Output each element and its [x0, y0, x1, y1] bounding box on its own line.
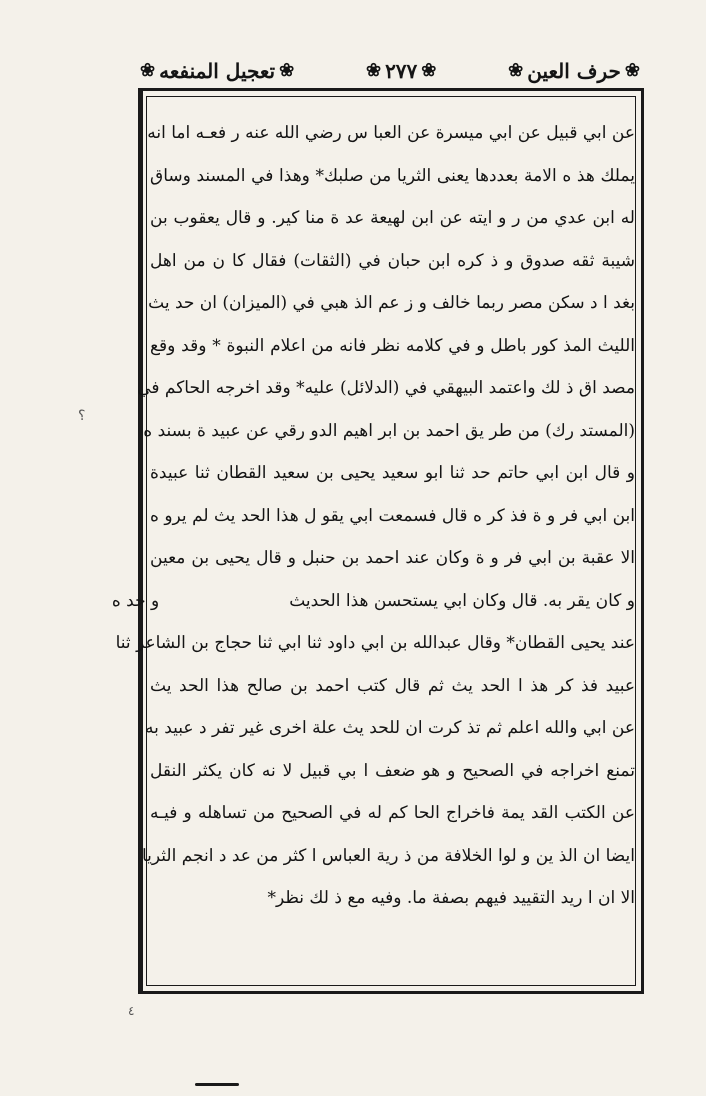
text-line: بغد ا د سكن مصر ربما خالف و ز عم الذ هبي في (الميزان) ان حد يث	[148, 293, 635, 313]
text-line: له ابن عدي من ر و ايته عن ابن لهيعة عد ة منا كير. و قال يعقوب بن	[150, 208, 635, 228]
chapter-title-text: حرف العين	[527, 59, 621, 83]
text-line: ابن ابي فر و ة فذ كر ه قال فسمعت ابي يقو ل هذا الحد يث لم يرو ه	[150, 505, 635, 526]
header-chapter-title	[508, 59, 640, 83]
text-line-tail: و حد ه	[111, 590, 160, 611]
page-number-text: ٢٧٧	[385, 59, 418, 83]
ornament-icon: ❀	[508, 60, 524, 81]
text-line-with-gap	[111, 580, 635, 623]
margin-mark-bottom: ٤	[128, 1004, 135, 1018]
text-line: ايضا ان الذ ين و لوا الخلافة من ذ رية العباس ا كثر من عد د انجم الثريا	[141, 845, 635, 866]
text-line: الليث المذ كور باطل و في كلامه نظر فانه من اعلام النبوة * وقد وقع	[150, 335, 635, 356]
text-line: الا عقبة بن ابي فر و ة وكان عند احمد بن حنبل و قال يحيى بن معين	[150, 548, 635, 568]
bottom-dash	[195, 1083, 239, 1086]
text-line: عبيد فذ كر هذ ا الحد يث ثم قال كتب احمد بن صالح هذا الحد يث	[150, 675, 635, 696]
text-line: مصد اق ذ لك واعتمد البيهقي في (الدلائل) عليه* وقد اخرجه الحاكم في	[137, 378, 635, 398]
ornament-icon: ❀	[421, 60, 437, 81]
margin-mark: ؟	[78, 408, 86, 424]
text-line-part: و كان يقر به. قال وكان ابي يستحسن هذا الحديث	[289, 590, 635, 611]
text-line: عن الكتب القد يمة فاخراج الحا كم له في الصحيح من تساهله و فيـه	[150, 803, 635, 823]
text-line: و قال ابن ابي حاتم حد ثنا ابو سعيد يحيى بن سعيد القطان ثنا عبيدة	[150, 463, 635, 483]
text-line: عن ابي والله اعلم ثم تذ كرت ان للحد يث علة اخرى غير تفر د عبيد به	[144, 718, 635, 738]
ornament-icon: ❀	[365, 60, 382, 81]
text-line: تمنع اخراجه في الصحيح و هو ضعف ا بي قبيل لا نه كان يكثر النقل	[150, 760, 635, 781]
book-title-text: تعجيل المنفعه	[159, 59, 276, 83]
ornament-icon: ❀	[279, 60, 295, 81]
text-line-last: الا ان ا ريد التقييد فيهم بصفة ما. وفيه مع ذ لك نظر*	[267, 888, 635, 908]
text-line: شيبة ثقه صدوق و ذ كره ابن حبان في (الثقات) فقال كا ن من اهل	[150, 250, 635, 271]
header-page-number	[366, 59, 436, 83]
text-line: عند يحيى القطان* وقال عبدالله بن ابي داود ثنا ابي ثنا حجاج بن الشاعر ثنا	[115, 633, 635, 653]
main-text-block	[111, 112, 635, 920]
text-line: (المستد رك) من طر يق احمد بن ابر اهيم الدو رقي عن عبيد ة بسند ه	[143, 420, 635, 441]
text-line: يملك هذ ه الامة بعددها يعنى الثريا من صلبك* وهذا في المسند وساق	[150, 165, 635, 186]
header-book-title	[140, 59, 294, 83]
page-header	[140, 54, 640, 88]
text-line: عن ابي قبيل عن ابي ميسرة عن العبا س رضي الله عنه ر فعـه اما انه	[147, 123, 635, 143]
ornament-icon: ❀	[624, 60, 640, 81]
ornament-icon: ❀	[140, 60, 156, 81]
